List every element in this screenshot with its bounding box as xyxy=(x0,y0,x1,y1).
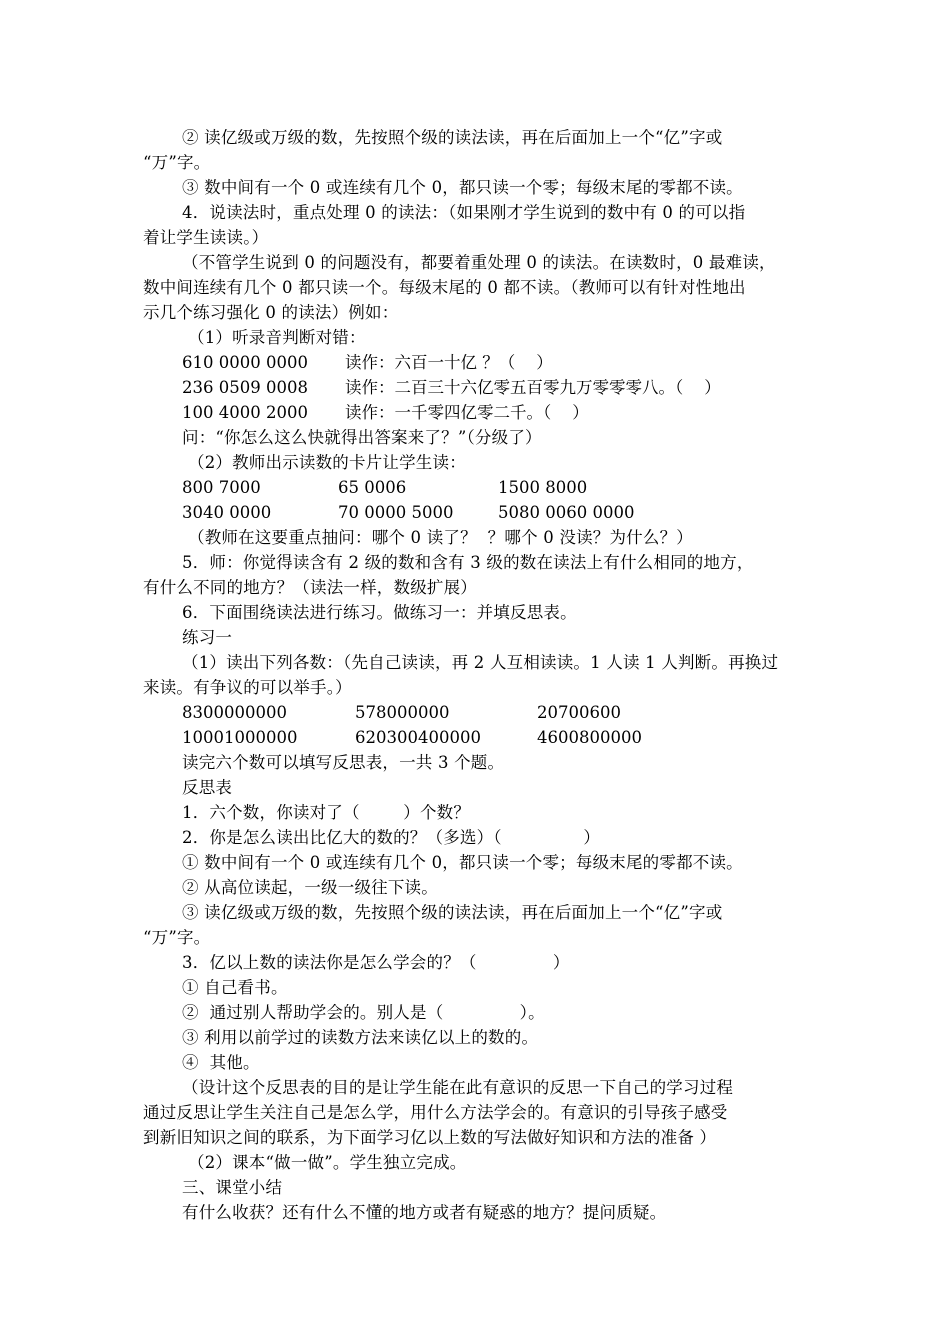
text-line: ③ 读亿级或万级的数，先按照个级的读法读，再在后面加上一个“亿”字或 xyxy=(182,903,723,922)
number-item: 3040 0000 xyxy=(182,503,272,522)
number-item: 8300000000 xyxy=(182,703,287,722)
number-item: 578000000 xyxy=(355,703,450,722)
text-line: “万”字。 xyxy=(143,153,211,172)
text-line: 三、课堂小结 xyxy=(182,1178,283,1197)
text-line: 练习一 xyxy=(182,628,233,647)
text-line: 示几个练习强化 0 的读法）例如： xyxy=(143,303,399,322)
text-line: 2．你是怎么读出比亿大的数的？（多选）（ ） xyxy=(182,828,601,847)
number-item: 1500 8000 xyxy=(498,478,588,497)
text-line: 有什么不同的地方？（读法一样，数级扩展） xyxy=(143,578,477,597)
number-item: 65 0006 xyxy=(338,478,407,497)
text-line: （2）教师出示读数的卡片让学生读： xyxy=(188,453,466,472)
text-line: ④ 其他。 xyxy=(182,1053,260,1072)
text-line: 3．亿以上数的读法你是怎么学会的？（ ） xyxy=(182,953,570,972)
number-item: 70 0000 5000 xyxy=(338,503,454,522)
text-line: 5．师：你觉得读含有 2 级的数和含有 3 级的数在读法上有什么相同的地方， xyxy=(182,553,754,572)
text-line: ② 读亿级或万级的数，先按照个级的读法读，再在后面加上一个“亿”字或 xyxy=(182,128,723,147)
text-line: （设计这个反思表的目的是让学生能在此有意识的反思一下自己的学习过程 xyxy=(182,1078,734,1097)
reading-item: 读作：二百三十六亿零五百零九万零零零八。（ ） xyxy=(345,378,721,397)
text-line: （不管学生说到 0 的问题没有，都要着重处理 0 的读法。在读数时，0 最难读， xyxy=(182,253,776,272)
text-line: 着让学生读读。） xyxy=(143,228,269,247)
number-item: 5080 0060 0000 xyxy=(498,503,635,522)
text-line: ③ 利用以前学过的读数方法来读亿以上的数的。 xyxy=(182,1028,539,1047)
number-item: 100 4000 2000 xyxy=(182,403,308,422)
text-line: 数中间连续有几个 0 都只读一个。每级末尾的 0 都不读。（教师可以有针对性地出 xyxy=(143,278,746,297)
number-item: 610 0000 0000 xyxy=(182,353,308,372)
text-line: 读完六个数可以填写反思表，一共 3 个题。 xyxy=(182,753,505,772)
number-item: 4600800000 xyxy=(537,728,642,747)
text-line: ① 数中间有一个 0 或连续有几个 0，都只读一个零；每级末尾的零都不读。 xyxy=(182,853,743,872)
text-line: ② 从高位读起，一级一级往下读。 xyxy=(182,878,438,897)
text-line: ① 自己看书。 xyxy=(182,978,288,997)
text-line: 6．下面围绕读法进行练习。做练习一：并填反思表。 xyxy=(182,603,577,622)
text-line: （1）听录音判断对错： xyxy=(188,328,366,347)
text-line: 反思表 xyxy=(182,778,233,797)
number-item: 10001000000 xyxy=(182,728,298,747)
number-item: 20700600 xyxy=(537,703,621,722)
text-line: 来读。有争议的可以举手。） xyxy=(143,678,352,697)
reading-item: 读作：一千零四亿零二千。（ ） xyxy=(345,403,589,422)
reading-item: 读作：六百一十亿 ？（ ） xyxy=(345,353,553,372)
text-line: （教师在这要重点抽问：哪个 0 读了？ ？哪个 0 没读？为什么？） xyxy=(188,528,693,547)
text-line: ② 通过别人帮助学会的。别人是（ ）。 xyxy=(182,1003,545,1022)
text-line: 通过反思让学生关注自己是怎么学，用什么方法学会的。有意识的引导孩子感受 xyxy=(143,1103,728,1122)
text-line: （2）课本“做一做”。学生独立完成。 xyxy=(188,1153,467,1172)
text-line: 1．六个数，你读对了（ ）个数？ xyxy=(182,803,471,822)
text-line: 4．说读法时，重点处理 0 的读法：（如果刚才学生说到的数中有 0 的可以指 xyxy=(182,203,746,222)
text-line: 有什么收获？还有什么不懂的地方或者有疑惑的地方？提问质疑。 xyxy=(182,1203,667,1222)
text-line: “万”字。 xyxy=(143,928,211,947)
text-line: ③ 数中间有一个 0 或连续有几个 0，都只读一个零；每级末尾的零都不读。 xyxy=(182,178,743,197)
text-line: 问：“你怎么这么快就得出答案来了？”（分级了） xyxy=(182,428,542,447)
number-item: 800 7000 xyxy=(182,478,261,497)
text-line: （1）读出下列各数：（先自己读读，再 2 人互相读读。1 人读 1 人判断。再换过 xyxy=(182,653,779,672)
text-line: 到新旧知识之间的联系，为下面学习亿以上数的写法做好知识和方法的准备 ） xyxy=(143,1128,717,1147)
number-item: 236 0509 0008 xyxy=(182,378,308,397)
number-item: 620300400000 xyxy=(355,728,481,747)
